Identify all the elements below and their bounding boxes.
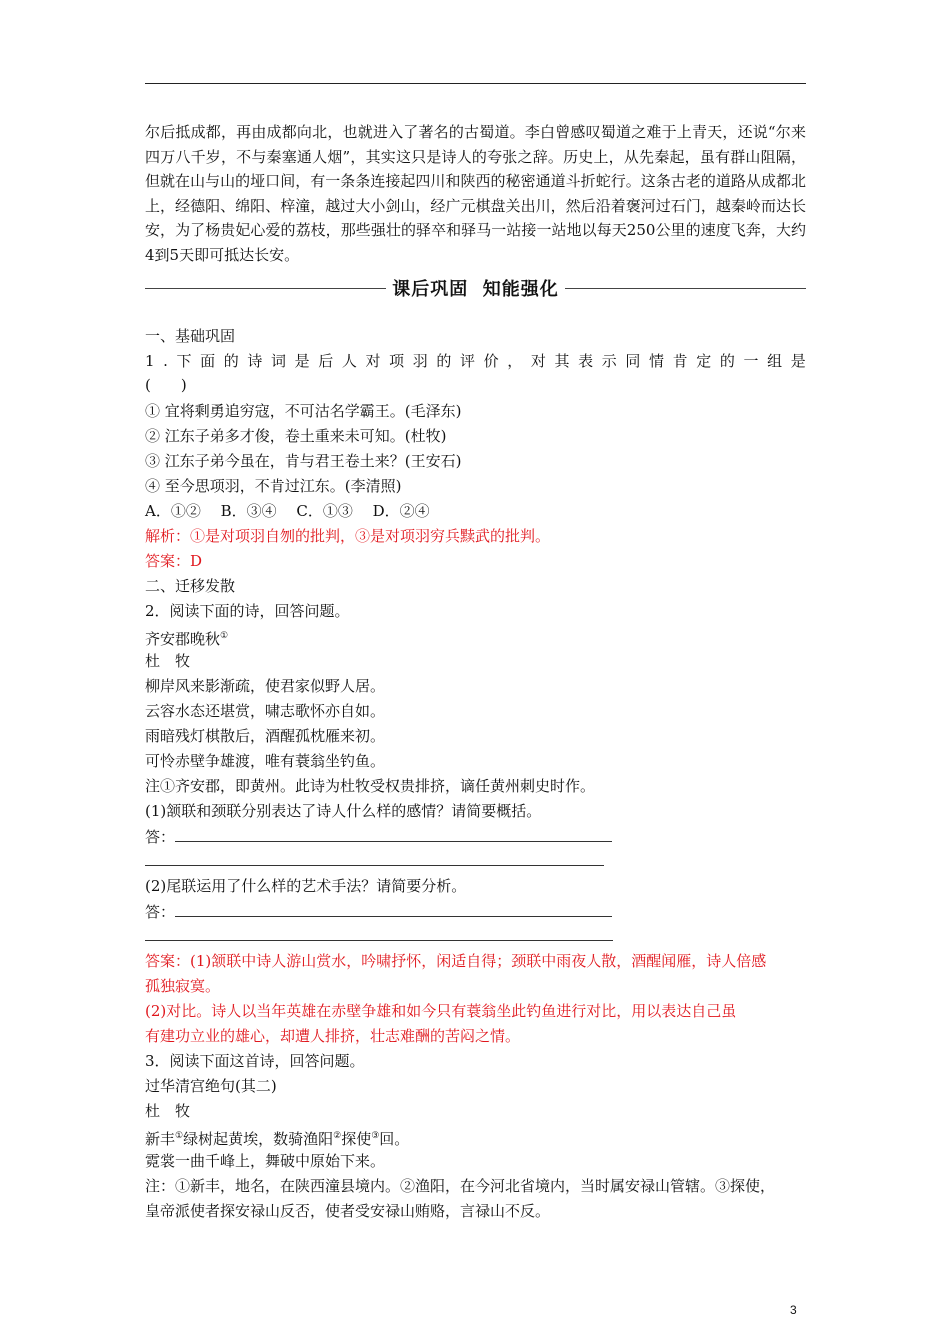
q2-poem-line-4: 可怜赤壁争雄渡，唯有蓑翁坐钓鱼。 <box>145 752 386 770</box>
q2-poem-title-note: ① <box>220 631 229 641</box>
answer-blank-line[interactable] <box>175 826 612 842</box>
q2-answer-2-line-1: (2)对比。诗人以当年英雄在赤壁争雄和如今只有蓑翁坐此钓鱼进行对比，用以表达自己虽 <box>145 1002 737 1020</box>
q2-answer-field-1[interactable] <box>145 826 806 847</box>
q2-poem-title: 齐安郡晚秋① <box>145 630 229 648</box>
section-heading-text: 课后巩固 知能强化 <box>392 279 559 300</box>
part1-title: 一、基础巩固 <box>145 327 236 345</box>
q2-stem: 2．阅读下面的诗，回答问题。 <box>145 602 350 620</box>
q3-poem-title: 过华清宫绝句(其二) <box>145 1077 277 1095</box>
q3-note-line-1: 注：①新丰，地名，在陕西潼县境内。②渔阳，在今河北省境内，当时属安禄山管辖。③探使， <box>145 1177 776 1195</box>
q2-poem-line-3: 雨暗残灯棋散后，酒醒孤枕雁来初。 <box>145 727 386 745</box>
q3-poem-line-1: 新丰①绿树起黄埃，数骑渔阳②探使③回。 <box>145 1130 410 1148</box>
q3-poem-line-2: 霓裳一曲千峰上，舞破中原始下来。 <box>145 1152 386 1170</box>
section-heading <box>145 275 806 301</box>
q1-answer: 答案：D <box>145 552 203 570</box>
answer-blank-line-4[interactable] <box>145 940 613 941</box>
q2-author: 杜 牧 <box>145 652 191 670</box>
q2-sub-question-2: (2)尾联运用了什么样的艺术手法？请简要分析。 <box>145 877 467 895</box>
q1-option-1: ① 宜将剩勇追穷寇，不可沽名学霸王。(毛泽东) <box>145 402 462 420</box>
q2-note: 注①齐安郡，即黄州。此诗为杜牧受权贵排挤，谪任黄州刺史时作。 <box>145 777 596 795</box>
answer-blank-line-2[interactable] <box>145 865 604 866</box>
header-rule <box>145 83 806 84</box>
heading-rule-left <box>145 288 386 289</box>
q2-sub-question-1: (1)颔联和颈联分别表达了诗人什么样的感情？请简要概括。 <box>145 802 542 820</box>
q2-answer-field-2[interactable] <box>145 901 806 922</box>
heading-rule-right <box>565 288 806 289</box>
answer-blank-line[interactable] <box>175 901 612 917</box>
q2-poem-line-1: 柳岸风来影渐疏，使君家似野人居。 <box>145 677 386 695</box>
q3-note-line-2: 皇帝派使者探安禄山反否，使者受安禄山贿赂，言禄山不反。 <box>145 1202 551 1220</box>
q1-option-3: ③ 江东子弟今虽在，肯与君王卷土来？(王安石) <box>145 452 462 470</box>
answer-label: 答： <box>145 828 176 846</box>
q3-author: 杜 牧 <box>145 1102 191 1120</box>
page-number: 3 <box>790 1303 797 1317</box>
q2-answer-1-line-1: 答案：(1)颔联中诗人游山赏水，吟啸抒怀，闲适自得；颈联中雨夜人散，酒醒闻雁，诗人倍感 <box>145 952 767 970</box>
q1-analysis: 解析：①是对项羽自刎的批判，③是对项羽穷兵黩武的批判。 <box>145 527 551 545</box>
q1-option-4: ④ 至今思项羽，不肯过江东。(李清照) <box>145 477 402 495</box>
part2-title: 二、迁移发散 <box>145 577 236 595</box>
q2-poem-line-2: 云容水态还堪赏，啸志歌怀亦自如。 <box>145 702 386 720</box>
q1-paren: ( ) <box>145 376 187 394</box>
q1-stem: 1 . 下 面 的 诗 词 是 后 人 对 项 羽 的 评 价 ， 对 其 表 示 同 情 肯 定 的 一 组 是 <box>145 352 806 370</box>
q2-answer-1-line-2: 孤独寂寞。 <box>145 977 221 995</box>
q2-answer-2-line-2: 有建功立业的雄心，却遭人排挤，壮志难酬的苦闷之情。 <box>145 1027 521 1045</box>
intro-paragraph: 尔后抵成都，再由成都向北，也就进入了著名的古蜀道。李白曾感叹蜀道之难于上青天，还说“尔来四万八千岁，不与秦塞通人烟”，其实这只是诗人的夸张之辞。历史上，从先秦起，虽有群山阻隔，但就在山与山的垭口间，有一条条连接起四川和陕西的秘密通道斗折蛇行。这条古老的道路从成都北上，经德阳、绵阳、梓潼，越过大小剑山，经广元棋盘关出川，然后沿着褒河过石门，越秦岭而达长安，为了杨贵妃心爱的荔枝，那些强壮的驿卒和驿马一站接一站地以每天250公里的速度飞奔，大约4到5天即可抵达长安。 <box>145 123 806 264</box>
q1-choices: A．①② B．③④ C．①③ D．②④ <box>145 502 430 520</box>
q3-stem: 3．阅读下面这首诗，回答问题。 <box>145 1052 365 1070</box>
answer-label: 答： <box>145 903 176 921</box>
q1-option-2: ② 江东子弟多才俊，卷土重来未可知。(杜牧) <box>145 427 447 445</box>
